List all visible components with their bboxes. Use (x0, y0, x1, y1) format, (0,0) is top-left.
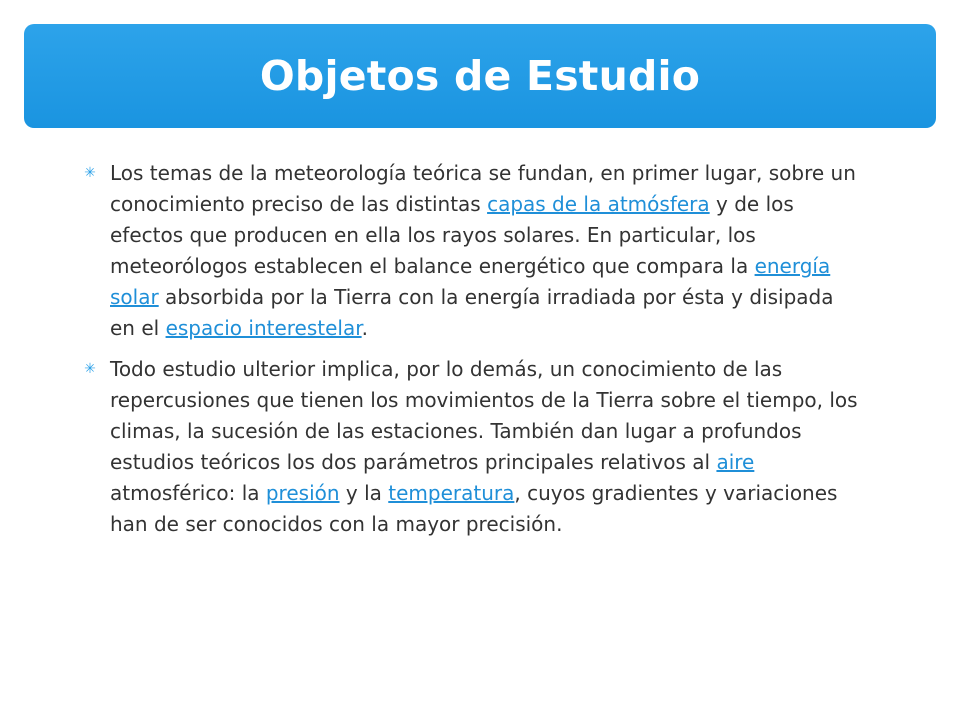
text-segment: . (361, 316, 368, 340)
link-temperatura[interactable]: temperatura (388, 481, 515, 505)
bullet-text (110, 161, 856, 340)
link-presion[interactable]: presión (265, 481, 340, 505)
text-segment: Los temas de la meteorología teórica se fundan, en primer lugar, sobre un conocimiento preciso de las distintas (110, 161, 856, 216)
text-segment: , cuyos gradientes y variaciones han de ser conocidos con la mayor precisión. (110, 481, 838, 536)
asterisk-icon: ✳ (84, 361, 96, 377)
asterisk-icon: ✳ (84, 165, 96, 181)
bullet-text (110, 357, 858, 536)
bullet-item (80, 158, 860, 344)
slide-body (80, 158, 860, 550)
link-energia-solar[interactable]: energía solar (110, 254, 831, 309)
text-segment: absorbida por la Tierra con la energía irradiada por ésta y disipada en el (110, 285, 834, 340)
text-segment: Todo estudio ulterior implica, por lo demás, un conocimiento de las repercusiones que tienen los movimientos de la Tierra sobre el tiempo, los climas, la sucesión de las estaciones. También dan lugar a profundos estudios teóricos los dos parámetros principales relativos al (110, 357, 858, 474)
link-aire[interactable]: aire (716, 450, 755, 474)
slide-title: Objetos de Estudio (259, 52, 701, 100)
text-segment: atmosférico: la (110, 481, 266, 505)
link-espacio-interestelar[interactable]: espacio interestelar (165, 316, 362, 340)
bullet-item (80, 354, 860, 540)
title-banner (24, 24, 936, 128)
link-capas-de-la-atmosfera[interactable]: capas de la atmósfera (487, 192, 710, 216)
text-segment: y de los efectos que producen en ella los rayos solares. En particular, los meteorólogos establecen el balance energético que compara la (110, 192, 794, 278)
text-segment: y la (339, 481, 389, 505)
